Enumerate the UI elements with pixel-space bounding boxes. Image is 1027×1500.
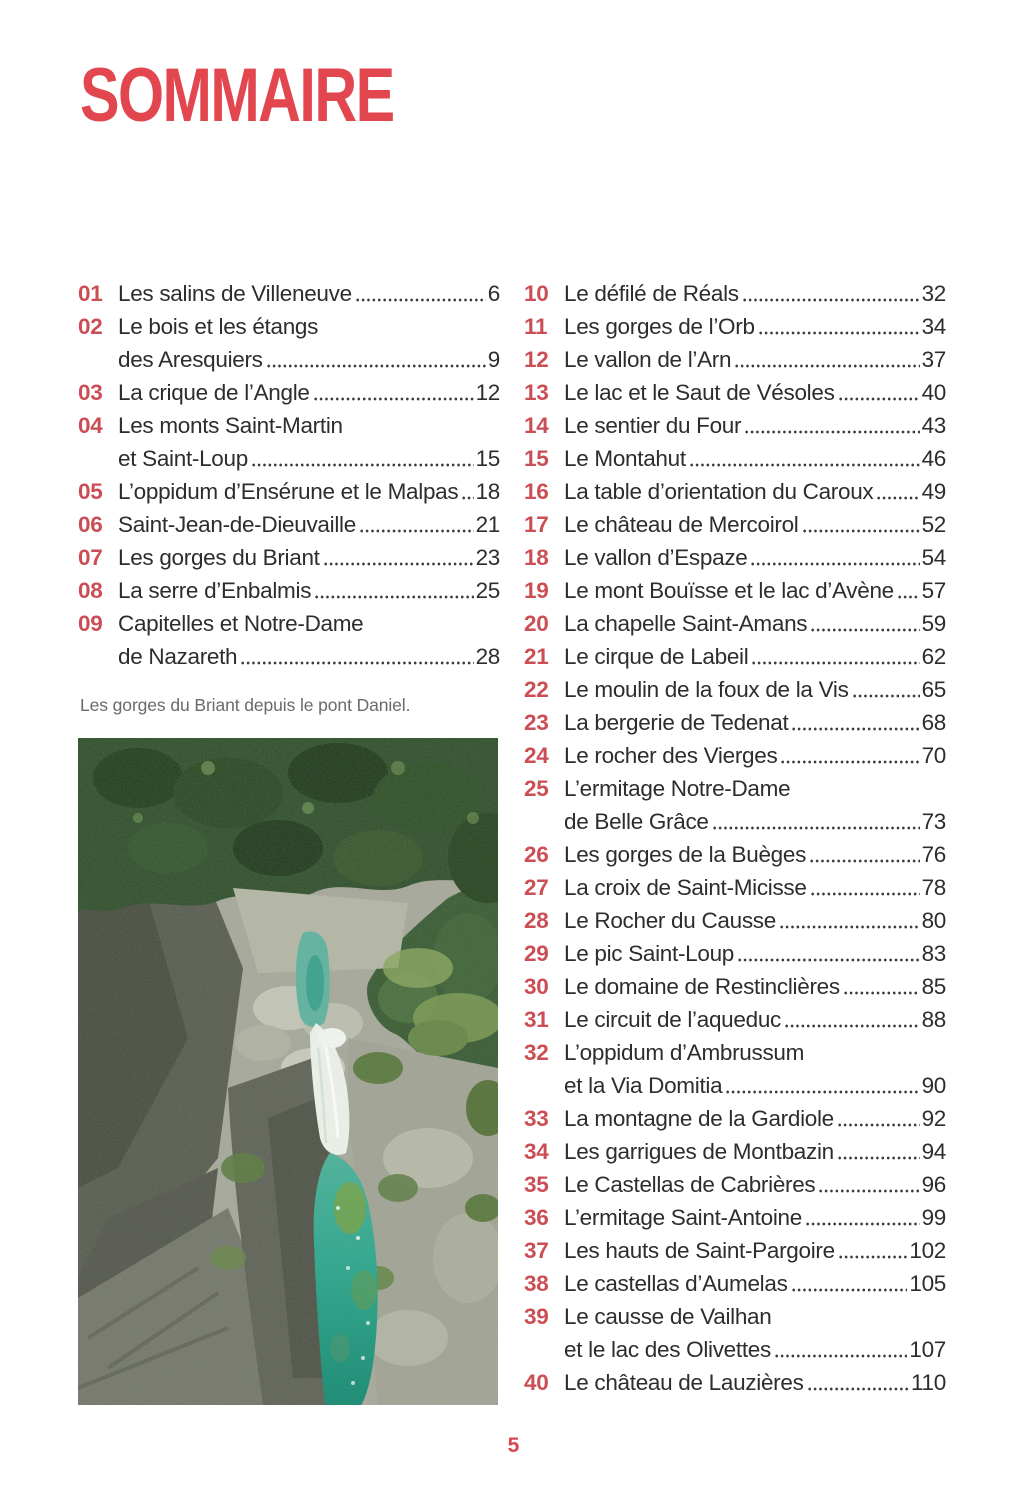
- toc-entry: [524, 508, 946, 541]
- entry-page-number: 105: [909, 1271, 946, 1296]
- entry-page-number: 23: [475, 545, 500, 570]
- entry-page-number: 73: [921, 809, 946, 834]
- entry-page-number: 59: [921, 611, 946, 636]
- entry-title: La croix de Saint-Micisse: [564, 875, 807, 900]
- toc-entry: [78, 475, 500, 508]
- entry-number: 17: [524, 512, 549, 537]
- entry-body: [564, 343, 946, 376]
- entry-title: Les garrigues de Montbazin: [564, 1139, 834, 1164]
- entry-body: [564, 607, 946, 640]
- entry-body: [118, 277, 500, 310]
- entry-body: [564, 1366, 946, 1399]
- entry-number: 23: [524, 710, 549, 735]
- entry-line: [118, 574, 500, 607]
- entry-body: [564, 1300, 946, 1366]
- entry-number: 02: [78, 314, 103, 339]
- entry-number: 03: [78, 380, 103, 405]
- toc-entry: [524, 838, 946, 871]
- entry-body: [564, 310, 946, 343]
- page-title: SOMMAIRE: [80, 53, 394, 138]
- entry-body: [564, 772, 946, 838]
- entry-title: Le domaine de Restinclières: [564, 974, 840, 999]
- entry-title: Le bois et les étangs: [118, 314, 319, 339]
- entry-page-number: 76: [921, 842, 946, 867]
- entry-number: 16: [524, 479, 549, 504]
- leader-dots: [810, 871, 920, 904]
- entry-title: L’oppidum d’Ambrussum: [564, 1040, 805, 1065]
- entry-number: 15: [524, 446, 549, 471]
- entry-number: 33: [524, 1106, 549, 1131]
- entry-body: [564, 937, 946, 970]
- leader-dots: [240, 640, 473, 673]
- photo-caption: Les gorges du Briant depuis le pont Daniel.: [80, 695, 411, 715]
- entry-page-number: 52: [921, 512, 946, 537]
- entry-number: 32: [524, 1040, 549, 1065]
- entry-number: 09: [78, 611, 103, 636]
- entry-page-number: 15: [475, 446, 500, 471]
- entry-body: [564, 1135, 946, 1168]
- entry-page-number: 68: [921, 710, 946, 735]
- entry-body: [564, 1102, 946, 1135]
- entry-body: [564, 871, 946, 904]
- entry-number: 11: [524, 314, 548, 339]
- entry-line: [564, 1102, 946, 1135]
- entry-number: 26: [524, 842, 549, 867]
- toc-entry: [78, 541, 500, 574]
- entry-title: Saint-Jean-de-Dieuvaille: [118, 512, 356, 537]
- entry-line: [564, 607, 946, 640]
- toc-entry: [524, 1036, 946, 1102]
- entry-page-number: 88: [921, 1007, 946, 1032]
- entry-line: [564, 805, 946, 838]
- leader-dots: [838, 376, 920, 409]
- entry-page-number: 96: [921, 1172, 946, 1197]
- entry-body: [118, 541, 500, 574]
- entry-line: [564, 706, 946, 739]
- entry-page-number: 9: [487, 347, 500, 372]
- entry-page-number: 6: [487, 281, 500, 306]
- entry-page-number: 80: [921, 908, 946, 933]
- entry-number: 35: [524, 1172, 549, 1197]
- entry-page-number: 28: [475, 644, 500, 669]
- toc-entry: [524, 937, 946, 970]
- entry-title: Les monts Saint-Martin: [118, 413, 343, 438]
- entry-title: Les gorges de la Buèges: [564, 842, 807, 867]
- leader-dots: [737, 937, 920, 970]
- entry-page-number: 37: [921, 347, 946, 372]
- entry-number: 40: [524, 1370, 549, 1395]
- entry-title: L’oppidum d’Ensérune et le Malpas: [118, 479, 459, 504]
- entry-line: [118, 277, 500, 310]
- entry-body: [564, 706, 946, 739]
- leader-dots: [323, 541, 474, 574]
- entry-line: [564, 1003, 946, 1036]
- entry-title: Le circuit de l’aqueduc: [564, 1007, 781, 1032]
- entry-title: La montagne de la Gardiole: [564, 1106, 834, 1131]
- leader-dots: [266, 343, 486, 376]
- entry-body: [564, 739, 946, 772]
- entry-page-number: 90: [921, 1073, 946, 1098]
- entry-page-number: 92: [921, 1106, 946, 1131]
- toc-entry: [524, 1366, 946, 1399]
- entry-page-number: 107: [909, 1337, 946, 1362]
- entry-line: [564, 772, 946, 805]
- leader-dots: [897, 574, 920, 607]
- entry-title: L’ermitage Saint-Antoine: [564, 1205, 802, 1230]
- entry-line: [564, 640, 946, 673]
- toc-entry: [524, 970, 946, 1003]
- entry-body: [564, 442, 946, 475]
- leader-dots: [313, 376, 474, 409]
- entry-title: Le sentier du Four: [564, 413, 742, 438]
- entry-number: 05: [78, 479, 103, 504]
- entry-title: des Aresquiers: [118, 347, 263, 372]
- entry-page-number: 62: [921, 644, 946, 669]
- entry-number: 04: [78, 413, 103, 438]
- entry-line: [564, 1036, 946, 1069]
- entry-title: de Belle Grâce: [564, 809, 709, 834]
- toc-entry: [524, 541, 946, 574]
- entry-title: L’ermitage Notre-Dame: [564, 776, 791, 801]
- entry-title: Le vallon de l’Arn: [564, 347, 732, 372]
- entry-number: 38: [524, 1271, 549, 1296]
- entry-page-number: 43: [921, 413, 946, 438]
- toc-entry: [78, 376, 500, 409]
- leader-dots: [791, 706, 919, 739]
- toc-entry: [524, 409, 946, 442]
- toc-entry: [524, 1102, 946, 1135]
- leader-dots: [758, 310, 920, 343]
- leader-dots: [779, 904, 920, 937]
- entry-number: 01: [78, 281, 103, 306]
- leader-dots: [838, 1234, 908, 1267]
- entry-number: 39: [524, 1304, 549, 1329]
- entry-number: 24: [524, 743, 549, 768]
- entry-number: 13: [524, 380, 549, 405]
- leader-dots: [314, 574, 473, 607]
- entry-title: La crique de l’Angle: [118, 380, 310, 405]
- toc-entry: [78, 607, 500, 673]
- entry-number: 25: [524, 776, 549, 801]
- entry-page-number: 12: [475, 380, 500, 405]
- entry-line: [118, 376, 500, 409]
- entry-line: [564, 1168, 946, 1201]
- entry-title: La chapelle Saint-Amans: [564, 611, 808, 636]
- entry-line: [564, 739, 946, 772]
- leader-dots: [751, 640, 919, 673]
- entry-body: [564, 838, 946, 871]
- leader-dots: [784, 1003, 920, 1036]
- toc-entry: [524, 673, 946, 706]
- entry-line: [118, 607, 500, 640]
- entry-line: [564, 1135, 946, 1168]
- entry-line: [118, 475, 500, 508]
- toc-entry: [524, 277, 946, 310]
- entry-page-number: 57: [921, 578, 946, 603]
- entry-line: [564, 343, 946, 376]
- entry-line: [564, 442, 946, 475]
- entry-number: 21: [524, 644, 549, 669]
- entry-number: 18: [524, 545, 549, 570]
- entry-page-number: 94: [921, 1139, 946, 1164]
- entry-title: La table d’orientation du Caroux: [564, 479, 874, 504]
- leader-dots: [689, 442, 920, 475]
- entry-title: Le castellas d’Aumelas: [564, 1271, 788, 1296]
- entry-body: [564, 376, 946, 409]
- entry-title: Le lac et le Saut de Vésoles: [564, 380, 835, 405]
- gorge-photo-illustration: [78, 738, 498, 1405]
- entry-body: [564, 904, 946, 937]
- entry-page-number: 70: [921, 743, 946, 768]
- entry-page-number: 18: [475, 479, 500, 504]
- entry-number: 08: [78, 578, 103, 603]
- entry-line: [118, 409, 500, 442]
- entry-line: [564, 1267, 946, 1300]
- entry-line: [564, 1366, 946, 1399]
- entry-line: [564, 1333, 946, 1366]
- toc-entry: [524, 376, 946, 409]
- leader-dots: [852, 673, 920, 706]
- entry-body: [564, 1267, 946, 1300]
- entry-line: [564, 673, 946, 706]
- entry-line: [564, 475, 946, 508]
- entry-number: 34: [524, 1139, 549, 1164]
- entry-number: 20: [524, 611, 549, 636]
- entry-line: [564, 541, 946, 574]
- leader-dots: [744, 409, 919, 442]
- entry-page-number: 83: [921, 941, 946, 966]
- toc-entry: [524, 739, 946, 772]
- toc-entry: [524, 1168, 946, 1201]
- entry-number: 10: [524, 281, 549, 306]
- leader-dots: [355, 277, 486, 310]
- entry-title: et la Via Domitia: [564, 1073, 723, 1098]
- toc-entry: [524, 1300, 946, 1366]
- entry-page-number: 78: [921, 875, 946, 900]
- toc-entry: [524, 475, 946, 508]
- entry-page-number: 85: [921, 974, 946, 999]
- entry-body: [564, 1168, 946, 1201]
- entry-line: [118, 640, 500, 673]
- entry-title: Le moulin de la foux de la Vis: [564, 677, 849, 702]
- entry-line: [564, 508, 946, 541]
- entry-line: [564, 409, 946, 442]
- entry-body: [564, 508, 946, 541]
- entry-number: 28: [524, 908, 549, 933]
- entry-page-number: 32: [921, 281, 946, 306]
- toc-entry: [524, 904, 946, 937]
- leader-dots: [837, 1135, 920, 1168]
- entry-page-number: 54: [921, 545, 946, 570]
- leader-dots: [359, 508, 474, 541]
- entry-body: [118, 607, 500, 673]
- toc-entry: [524, 607, 946, 640]
- entry-title: Le vallon d’Espaze: [564, 545, 748, 570]
- leader-dots: [461, 475, 473, 508]
- entry-title: Le causse de Vailhan: [564, 1304, 772, 1329]
- entry-title: Le Montahut: [564, 446, 686, 471]
- leader-dots: [807, 1366, 909, 1399]
- entry-title: La bergerie de Tedenat: [564, 710, 789, 735]
- leader-dots: [791, 1267, 908, 1300]
- toc-entry: [78, 409, 500, 475]
- entry-line: [564, 1069, 946, 1102]
- toc-entry: [524, 640, 946, 673]
- entry-title: Le défilé de Réals: [564, 281, 739, 306]
- toc-entry: [78, 508, 500, 541]
- entry-title: Le pic Saint-Loup: [564, 941, 735, 966]
- entry-body: [564, 673, 946, 706]
- entry-line: [564, 1201, 946, 1234]
- entry-line: [564, 937, 946, 970]
- entry-line: [564, 376, 946, 409]
- entry-page-number: 25: [475, 578, 500, 603]
- entry-line: [564, 310, 946, 343]
- entry-body: [564, 541, 946, 574]
- leader-dots: [251, 442, 474, 475]
- entry-body: [564, 1201, 946, 1234]
- entry-number: 06: [78, 512, 103, 537]
- entry-line: [564, 838, 946, 871]
- entry-body: [564, 970, 946, 1003]
- entry-body: [118, 376, 500, 409]
- entry-body: [564, 574, 946, 607]
- entry-body: [564, 1003, 946, 1036]
- entry-title: et le lac des Olivettes: [564, 1337, 771, 1362]
- entry-line: [118, 310, 500, 343]
- toc-entry: [524, 574, 946, 607]
- entry-title: Le Rocher du Causse: [564, 908, 776, 933]
- leader-dots: [712, 805, 920, 838]
- entry-number: 07: [78, 545, 103, 570]
- entry-title: Le château de Mercoirol: [564, 512, 799, 537]
- entry-line: [118, 508, 500, 541]
- leader-dots: [802, 508, 920, 541]
- leader-dots: [742, 277, 920, 310]
- entry-line: [118, 343, 500, 376]
- entry-number: 31: [524, 1007, 549, 1032]
- entry-number: 37: [524, 1238, 549, 1263]
- entry-number: 30: [524, 974, 549, 999]
- entry-line: [564, 1300, 946, 1333]
- entry-title: Les salins de Villeneuve: [118, 281, 352, 306]
- entry-title: Le château de Lauzières: [564, 1370, 804, 1395]
- entry-page-number: 21: [475, 512, 500, 537]
- toc-entry: [524, 310, 946, 343]
- toc-column-right: [524, 277, 946, 1399]
- entry-line: [564, 574, 946, 607]
- toc-entry: [524, 1003, 946, 1036]
- entry-page-number: 46: [921, 446, 946, 471]
- toc-entry: [524, 1267, 946, 1300]
- entry-title: Les hauts de Saint-Pargoire: [564, 1238, 835, 1263]
- entry-body: [564, 640, 946, 673]
- entry-page-number: 49: [921, 479, 946, 504]
- entry-number: 27: [524, 875, 549, 900]
- entry-line: [564, 1234, 946, 1267]
- page-number: 5: [507, 1434, 520, 1457]
- toc-entry: [524, 343, 946, 376]
- toc-entry: [78, 310, 500, 376]
- entry-title: Les gorges du Briant: [118, 545, 320, 570]
- entry-number: 14: [524, 413, 549, 438]
- entry-title: de Nazareth: [118, 644, 238, 669]
- toc-entry: [524, 1135, 946, 1168]
- entry-body: [564, 1036, 946, 1102]
- leader-dots: [818, 1168, 919, 1201]
- toc-entry: [78, 277, 500, 310]
- entry-title: et Saint-Loup: [118, 446, 248, 471]
- toc-entry: [78, 574, 500, 607]
- leader-dots: [809, 838, 920, 871]
- toc-entry: [524, 706, 946, 739]
- toc-entry: [524, 442, 946, 475]
- entry-line: [564, 277, 946, 310]
- entry-number: 19: [524, 578, 549, 603]
- entry-number: 12: [524, 347, 549, 372]
- entry-title: Le Castellas de Cabrières: [564, 1172, 816, 1197]
- entry-number: 22: [524, 677, 549, 702]
- entry-body: [564, 1234, 946, 1267]
- leader-dots: [805, 1201, 920, 1234]
- entry-body: [118, 574, 500, 607]
- entry-body: [118, 409, 500, 475]
- entry-body: [118, 310, 500, 376]
- leader-dots: [725, 1069, 919, 1102]
- entry-line: [118, 541, 500, 574]
- leader-dots: [876, 475, 919, 508]
- toc-entry: [524, 871, 946, 904]
- entry-line: [118, 442, 500, 475]
- entry-title: Le rocher des Vierges: [564, 743, 778, 768]
- entry-body: [118, 475, 500, 508]
- toc-entry: [524, 1234, 946, 1267]
- leader-dots: [837, 1102, 920, 1135]
- gorge-photo: [78, 738, 498, 1405]
- entry-page-number: 65: [921, 677, 946, 702]
- leader-dots: [843, 970, 920, 1003]
- entry-body: [118, 508, 500, 541]
- entry-number: 29: [524, 941, 549, 966]
- leader-dots: [810, 607, 919, 640]
- leader-dots: [780, 739, 919, 772]
- entry-title: Les gorges de l’Orb: [564, 314, 755, 339]
- entry-body: [564, 475, 946, 508]
- toc-entry: [524, 1201, 946, 1234]
- leader-dots: [774, 1333, 907, 1366]
- entry-title: Capitelles et Notre-Dame: [118, 611, 364, 636]
- entry-page-number: 40: [921, 380, 946, 405]
- leader-dots: [734, 343, 919, 376]
- entry-number: 36: [524, 1205, 549, 1230]
- toc-entry: [524, 772, 946, 838]
- entry-page-number: 34: [921, 314, 946, 339]
- entry-page-number: 102: [909, 1238, 946, 1263]
- entry-body: [564, 409, 946, 442]
- entry-line: [564, 871, 946, 904]
- leader-dots: [750, 541, 919, 574]
- entry-page-number: 99: [921, 1205, 946, 1230]
- entry-title: Le mont Bouïsse et le lac d’Avène: [564, 578, 894, 603]
- entry-title: La serre d’Enbalmis: [118, 578, 312, 603]
- entry-page-number: 110: [911, 1370, 946, 1395]
- entry-line: [564, 904, 946, 937]
- entry-line: [564, 970, 946, 1003]
- entry-body: [564, 277, 946, 310]
- entry-title: Le cirque de Labeil: [564, 644, 749, 669]
